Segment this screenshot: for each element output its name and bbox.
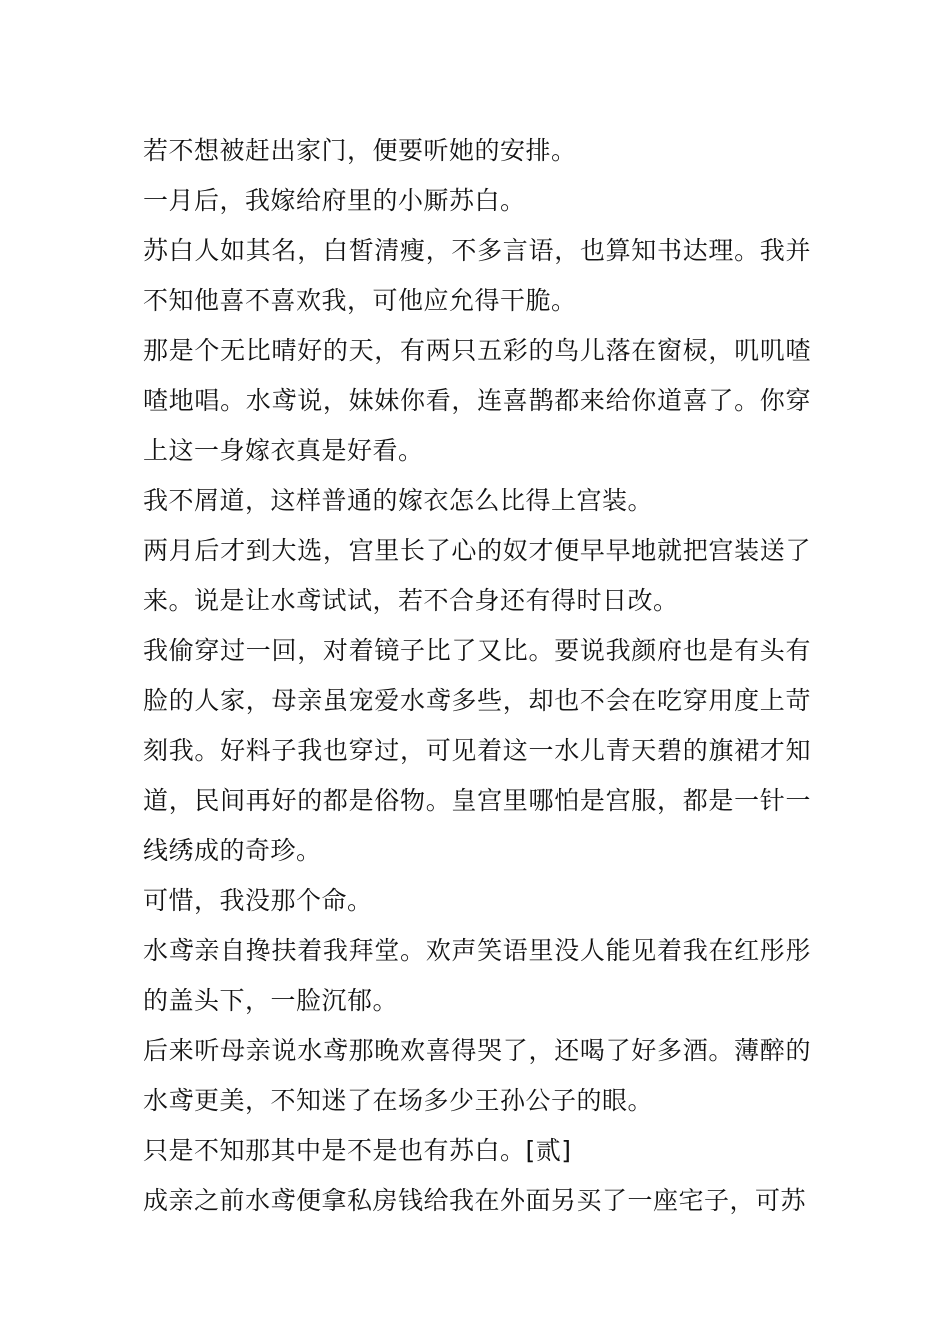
paragraph: 后来听母亲说水鸢那晚欢喜得哭了，还喝了好多酒。薄醉的水鸢更美，不知迷了在场多少王孙公子的眼。 [143, 1036, 811, 1115]
paragraph: 水鸢亲自搀扶着我拜堂。欢声笑语里没人能见着我在红彤彤的盖头下，一脸沉郁。 [143, 936, 811, 1015]
paragraph: 若不想被赶出家门，便要听她的安排。 [143, 136, 577, 165]
paragraph: 两月后才到大选，宫里长了心的奴才便早早地就把宫装送了来。说是让水鸢试试，若不合身还有得时日改。 [143, 536, 811, 615]
paragraph: 成亲之前水鸢便拿私房钱给我在外面另买了一座宅子，可苏 [143, 1186, 807, 1215]
paragraph: 苏白人如其名，白皙清瘦，不多言语，也算知书达理。我并不知他喜不喜欢我，可他应允得干脆。 [143, 236, 811, 315]
paragraph: 我不屑道，这样普通的嫁衣怎么比得上宫装。 [143, 486, 654, 515]
paragraph: 那是个无比晴好的天，有两只五彩的鸟儿落在窗棂，叽叽喳喳地唱。水鸢说，妹妹你看，连喜鹊都来给你道喜了。你穿上这一身嫁衣真是好看。 [143, 336, 811, 465]
paragraph: 可惜，我没那个命。 [143, 886, 373, 915]
paragraph: 一月后，我嫁给府里的小厮苏白。 [143, 186, 526, 215]
body-text [143, 126, 811, 1226]
paragraph: 只是不知那其中是不是也有苏白。[贰] [143, 1136, 572, 1165]
paragraph: 我偷穿过一回，对着镜子比了又比。要说我颜府也是有头有脸的人家，母亲虽宠爱水鸢多些，却也不会在吃穿用度上苛刻我。好料子我也穿过，可见着这一水儿青天碧的旗裙才知道，民间再好的都是俗物。皇宫里哪怕是宫服，都是一针一线绣成的奇珍。 [143, 636, 811, 865]
